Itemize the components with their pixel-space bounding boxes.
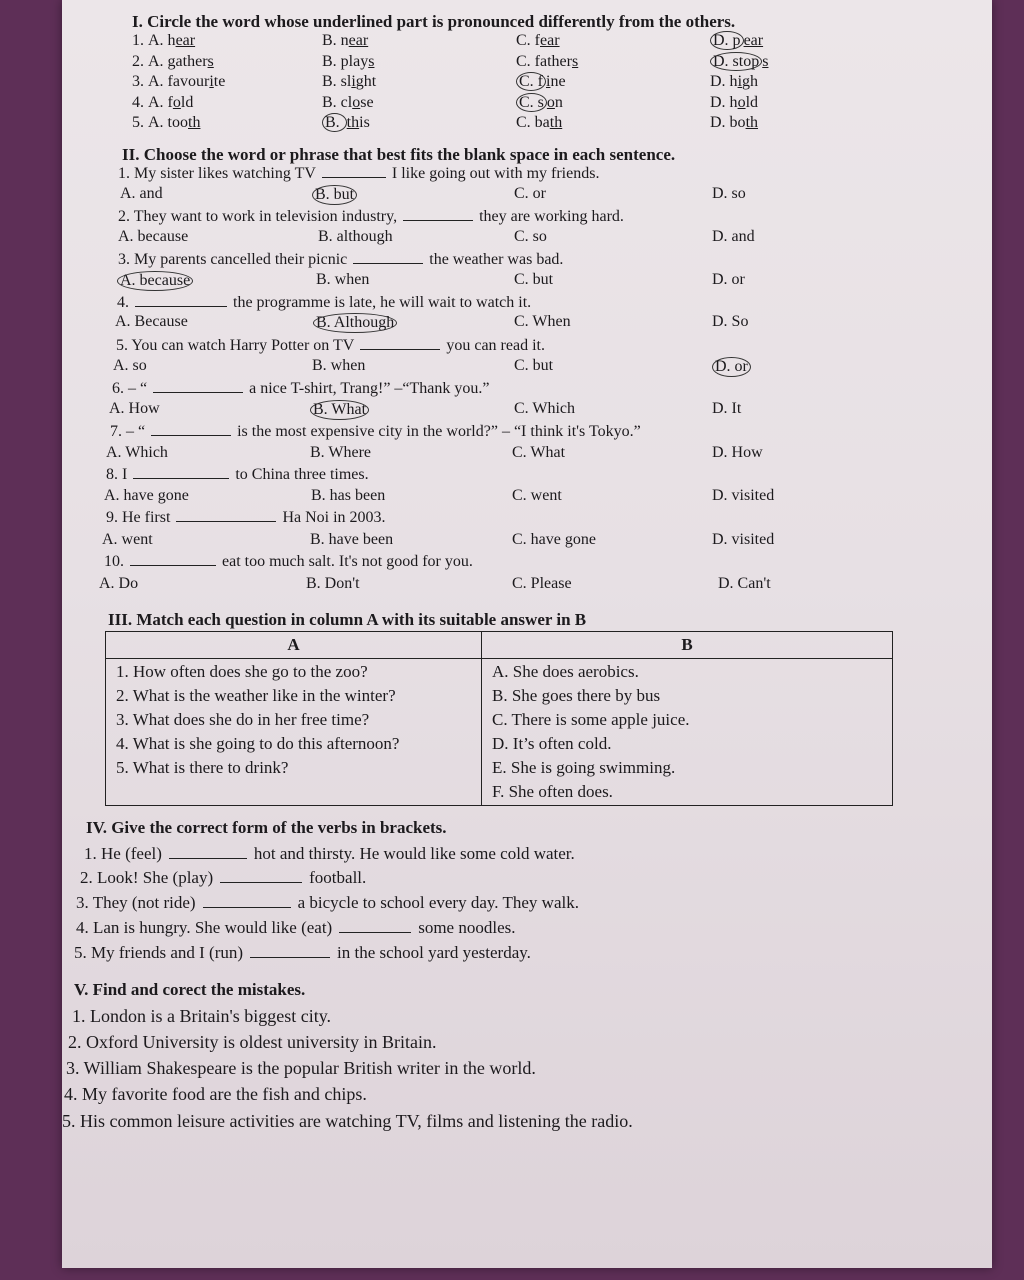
verb-prompt: 4. Lan is hungry. She would like (eat)	[76, 918, 333, 937]
question-10	[104, 553, 473, 571]
question-4	[117, 294, 531, 312]
underlined-part: i	[737, 73, 743, 90]
question-10-option: A. Do	[99, 575, 139, 592]
question-10-option: B. Don't	[306, 575, 360, 592]
column-b-header: B	[482, 632, 893, 659]
question-4-option: D. So	[712, 313, 749, 330]
option-text-part: C. f	[516, 32, 540, 49]
underlined-part: th	[346, 114, 360, 131]
verb-item-3	[76, 893, 579, 913]
section1-option-b	[322, 73, 376, 91]
question-stem: 1. My sister likes watching TV	[118, 165, 316, 182]
column-a-header: A	[106, 632, 482, 659]
answer-blank	[176, 509, 276, 522]
matching-table	[105, 631, 893, 806]
section1-option-d	[710, 94, 758, 112]
question-1	[118, 165, 599, 183]
question-6	[112, 380, 490, 398]
question-4-option: A. Because	[115, 313, 188, 330]
question-continuation: you can read it.	[446, 337, 545, 354]
question-a1: 1. How often does she go to the zoo?	[116, 662, 368, 681]
option-text-part: A. f	[148, 94, 173, 111]
option-text-part: B. n	[322, 32, 349, 49]
section1-option-c	[516, 32, 560, 50]
question-1-option: D. so	[712, 185, 746, 202]
question-8-option: C. went	[512, 487, 562, 504]
underlined-part: ear	[175, 32, 196, 49]
question-continuation: a nice T-shirt, Trang!” –“Thank you.”	[249, 380, 490, 397]
question-3-option: A. because	[117, 271, 193, 291]
verb-continuation: football.	[309, 868, 367, 887]
option-text-part: A. h	[148, 32, 176, 49]
question-9-option: B. have been	[310, 531, 394, 548]
question-continuation: eat too much salt. It's not good for you.	[222, 553, 473, 570]
section3-title: III. Match each question in column A with its suitable answer in B	[108, 610, 587, 629]
section1-row-number: 1.	[132, 32, 144, 49]
underlined-part: ear	[540, 32, 560, 49]
option-text-part: D. stop	[710, 52, 762, 71]
mistake-item-2: 2. Oxford University is oldest university in Britain.	[68, 1032, 437, 1052]
question-continuation: they are working hard.	[479, 208, 624, 225]
question-3-option: C. but	[514, 271, 554, 288]
answer-b-a: A. She does aerobics.	[492, 662, 639, 681]
question-6-option: A. How	[109, 400, 160, 417]
answer-b-f: F. She often does.	[492, 782, 613, 801]
question-stem: 2. They want to work in television industry,	[118, 208, 398, 225]
question-9-option: D. visited	[712, 531, 775, 548]
answer-blank	[220, 870, 302, 883]
underlined-part: i	[546, 73, 551, 90]
question-9-option: A. went	[102, 531, 153, 548]
section1-row-number: 2.	[132, 53, 144, 70]
question-continuation: the weather was bad.	[429, 251, 564, 268]
question-5-option: B. when	[312, 357, 366, 374]
section1-option-c	[516, 94, 563, 112]
section1-option-c	[516, 73, 566, 91]
question-2-option: D. and	[712, 228, 755, 245]
option-text-part: C. father	[516, 53, 572, 70]
question-5	[116, 337, 545, 355]
question-2-option: C. so	[514, 228, 547, 245]
option-text-part: se	[360, 94, 374, 111]
question-continuation: the programme is late, he will wait to watch it.	[233, 294, 532, 311]
section1-option-d	[710, 32, 763, 50]
option-text-part: C. s	[516, 93, 547, 112]
underlined-part: s	[571, 53, 579, 70]
underlined-part: s	[368, 53, 375, 70]
column-b	[482, 659, 893, 806]
section1-row-number: 4.	[132, 94, 144, 111]
question-9	[106, 509, 386, 527]
section1-option-a	[148, 94, 193, 112]
underlined-part: i	[351, 73, 356, 90]
mistake-item-3: 3. William Shakespeare is the popular British writer in the world.	[66, 1058, 536, 1078]
verb-item-4	[76, 918, 516, 938]
option-text-part: ne	[550, 73, 566, 90]
answer-blank	[133, 466, 229, 479]
mistake-item-4: 4. My favorite food are the fish and chips.	[64, 1084, 367, 1104]
question-5-option: D. or	[712, 357, 751, 377]
question-continuation: I like going out with my friends.	[391, 165, 600, 182]
section1-option-b	[322, 114, 370, 132]
question-2-option: B. although	[318, 228, 393, 245]
underlined-part: o	[546, 94, 555, 111]
answer-blank	[130, 553, 216, 566]
section1-option-d	[710, 53, 768, 71]
answer-blank	[403, 208, 473, 221]
verb-prompt: 5. My friends and I (run)	[74, 943, 244, 962]
section1-option-b	[322, 53, 374, 71]
question-stem: 6. – “	[112, 380, 148, 397]
question-3-option: D. or	[712, 271, 745, 288]
verb-continuation: some noodles.	[418, 918, 516, 937]
option-text-part: B. sl	[322, 73, 352, 90]
question-1-option: A. and	[120, 185, 163, 202]
underlined-part: th	[549, 114, 563, 131]
option-text-part: te	[213, 73, 226, 90]
question-continuation: Ha Noi in 2003.	[282, 509, 386, 526]
question-8	[106, 466, 369, 484]
verb-continuation: hot and thirsty. He would like some cold water.	[253, 844, 575, 863]
option-text-part: ld	[745, 94, 759, 111]
question-9-option: C. have gone	[512, 531, 596, 548]
section1-option-a	[148, 53, 214, 71]
question-6-option: B. What	[310, 400, 369, 420]
question-8-option: A. have gone	[104, 487, 189, 504]
mistake-item-5: 5. His common leisure activities are watching TV, films and listening the radio.	[62, 1111, 633, 1131]
verb-prompt: 3. They (not ride)	[76, 893, 196, 912]
answer-b-b: B. She goes there by bus	[492, 686, 661, 705]
verb-prompt: 1. He (feel)	[84, 844, 162, 863]
section1-option-d	[710, 73, 758, 91]
option-text-part: B.	[322, 113, 347, 132]
option-text-part: B. cl	[322, 94, 353, 111]
underlined-part: th	[745, 114, 759, 131]
verb-item-5	[74, 943, 531, 963]
question-continuation: is the most expensive city in the world?” – “I think it's Tokyo.”	[237, 423, 641, 440]
option-text-part: ld	[180, 94, 194, 111]
question-5-option: A. so	[113, 357, 147, 374]
section1-row-number: 5.	[132, 114, 144, 131]
option-text-part: D. bo	[710, 114, 746, 131]
question-stem: 4.	[117, 294, 129, 311]
question-7-option: C. What	[512, 444, 566, 461]
underlined-part: th	[188, 114, 201, 131]
question-6-option: C. Which	[514, 400, 576, 417]
answer-b-e: E. She is going swimming.	[492, 758, 676, 777]
question-7-option: A. Which	[106, 444, 168, 461]
mistake-item-1: 1. London is a Britain's biggest city.	[72, 1006, 332, 1026]
underlined-part: s	[762, 53, 769, 70]
question-a4: 4. What is she going to do this afternoon?	[116, 734, 400, 753]
answer-blank	[135, 294, 227, 307]
option-text-part: n	[554, 94, 563, 111]
option-text-part: D. p	[710, 31, 744, 50]
section5-title: V. Find and corect the mistakes.	[74, 980, 306, 999]
answer-blank	[353, 251, 423, 264]
question-7-option: D. How	[712, 444, 763, 461]
question-stem: 9. He first	[106, 509, 171, 526]
verb-item-1	[84, 844, 575, 864]
question-1-option: C. or	[514, 185, 546, 202]
question-4-option: B. Although	[313, 313, 397, 333]
question-10-option: D. Can't	[718, 575, 771, 592]
verb-continuation: a bicycle to school every day. They walk.	[297, 893, 579, 912]
option-text-part: B. play	[322, 53, 369, 70]
underlined-part: o	[737, 94, 746, 111]
option-text-part: A. gather	[148, 53, 208, 70]
underlined-part: o	[172, 94, 181, 111]
question-a5: 5. What is there to drink?	[116, 758, 289, 777]
answer-blank	[203, 895, 291, 908]
section1-option-d	[710, 114, 758, 132]
answer-blank	[339, 920, 411, 933]
option-text-part: D. h	[710, 73, 738, 90]
section1-option-a	[148, 32, 195, 50]
question-continuation: to China three times.	[235, 466, 369, 483]
answer-b-c: C. There is some apple juice.	[492, 710, 690, 729]
section1-row-number: 3.	[132, 73, 144, 90]
question-a2: 2. What is the weather like in the winter?	[116, 686, 396, 705]
question-4-option: C. When	[514, 313, 571, 330]
question-6-option: D. It	[712, 400, 742, 417]
option-text-part: A. favour	[148, 73, 210, 90]
question-a3: 3. What does she do in her free time?	[116, 710, 370, 729]
option-text-part: C. f	[516, 72, 546, 91]
question-3	[118, 251, 563, 269]
answer-blank	[153, 380, 243, 393]
section1-option-b	[322, 94, 374, 112]
underlined-part: i	[209, 73, 214, 90]
section1-option-c	[516, 114, 562, 132]
question-7	[110, 423, 641, 441]
verb-continuation: in the school yard yesterday.	[337, 943, 531, 962]
section4-title: IV. Give the correct form of the verbs in brackets.	[86, 818, 447, 837]
section1-option-b	[322, 32, 368, 50]
answer-b-d: D. It’s often cold.	[492, 734, 612, 753]
section1-title: I. Circle the word whose underlined part is pronounced differently from the others.	[132, 12, 736, 31]
question-8-option: B. has been	[311, 487, 386, 504]
question-1-option: B. but	[312, 185, 357, 205]
section2-title: II. Choose the word or phrase that best fits the blank space in each sentence.	[122, 145, 676, 164]
verb-prompt: 2. Look! She (play)	[80, 868, 214, 887]
question-10-option: C. Please	[512, 575, 572, 592]
underlined-part: s	[207, 53, 214, 70]
section1-option-c	[516, 53, 578, 71]
verb-item-2	[80, 868, 366, 888]
question-stem: 7. – “	[110, 423, 146, 440]
question-stem: 10.	[104, 553, 124, 570]
option-text-part: gh	[742, 73, 759, 90]
question-2-option: A. because	[118, 228, 189, 245]
option-text-part: is	[359, 114, 370, 131]
question-8-option: D. visited	[712, 487, 775, 504]
underlined-part: ear	[348, 32, 369, 49]
question-7-option: B. Where	[310, 444, 372, 461]
answer-blank	[151, 423, 231, 436]
option-text-part: ght	[355, 73, 377, 90]
question-stem: 8. I	[106, 466, 128, 483]
section1-option-a	[148, 114, 200, 132]
section1-option-a	[148, 73, 225, 91]
question-5-option: C. but	[514, 357, 554, 374]
option-text-part: C. ba	[516, 114, 550, 131]
question-stem: 5. You can watch Harry Potter on TV	[116, 337, 355, 354]
question-stem: 3. My parents cancelled their picnic	[118, 251, 348, 268]
answer-blank	[360, 337, 440, 350]
answer-blank	[169, 846, 247, 859]
underlined-part: o	[352, 94, 361, 111]
underlined-part: ear	[743, 32, 764, 49]
option-text-part: A. too	[148, 114, 188, 131]
answer-blank	[250, 945, 330, 958]
answer-blank	[322, 165, 386, 178]
column-a	[106, 659, 482, 806]
question-3-option: B. when	[316, 271, 370, 288]
option-text-part: D. h	[710, 94, 738, 111]
question-2	[118, 208, 624, 226]
